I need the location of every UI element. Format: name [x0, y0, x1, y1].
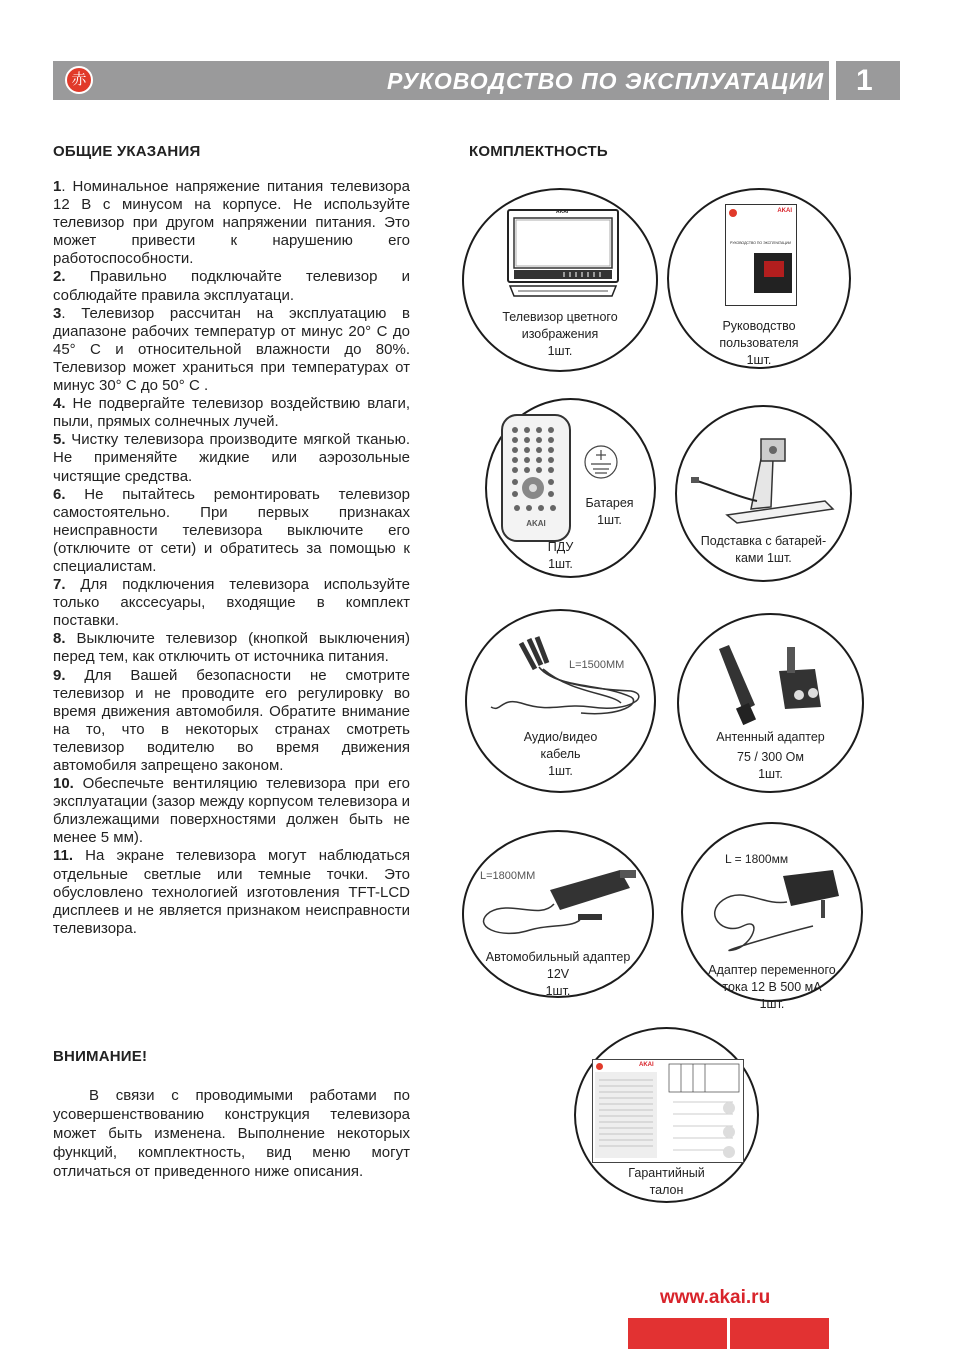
kit-item-av-cable	[465, 609, 656, 793]
kit-caption: Гарантийный талон	[628, 1166, 705, 1197]
kit-item-warranty	[574, 1027, 759, 1203]
page-title: РУКОВОДСТВО ПО ЭКСПЛУАТАЦИИ	[386, 68, 824, 94]
kit-heading: КОМПЛЕКТНОСТЬ	[469, 143, 608, 160]
kit-item-tv	[462, 188, 658, 372]
manual-booklet-icon: AKAI РУКОВОДСТВО ПО ЭКСПЛУАТАЦИИ	[725, 204, 797, 306]
instruction-item: 6. Не пытайтесь ремонтировать телевизор самостоятельно. При первых признаках неисправности телевизора выключите его (отключите от сети) и обратитесь за помощью к специалистам.	[53, 485, 410, 575]
remote-control-icon: AKAI	[501, 414, 571, 542]
general-heading: ОБЩИЕ УКАЗАНИЯ	[53, 143, 201, 160]
kit-item-antenna-adapter	[677, 613, 864, 793]
instruction-item: 7. Для подключения телевизора используйте только акссесуары, входящие в комплект поставки.	[53, 576, 410, 630]
kit-item-remote	[485, 398, 656, 578]
av-cable-length: L=1500MM	[569, 659, 625, 671]
battery-caption: Батарея 1шт.	[585, 496, 634, 527]
kit-caption: Подставка с батарей- ками 1шт.	[700, 534, 827, 565]
instruction-item: 3. Телевизор рассчитан на эксплуатацию в диапазоне рабочих температур от минус 20° С до 45° С и относительной влажности до 80%. Телевизор может храниться при температурах от минус 30° С до 50° С .	[53, 304, 410, 395]
kit-item-stand	[675, 405, 852, 582]
tv-brand: AKAI	[556, 209, 569, 215]
ac-adapter-length: L = 1800мм	[725, 852, 789, 866]
tv-icon	[504, 206, 622, 304]
av-cable-icon	[481, 633, 651, 733]
instruction-item: 10. Обеспечьте вентиляцию телевизора при его эксплуатации (зазор между корпусом телевизора и близлежащими поверхностями должен быть не менее 5 мм).	[53, 775, 410, 847]
car-adapter-length: L=1800MM	[480, 870, 536, 882]
instruction-item: 1. Номинальное напряжение питания телевизора 12 В с минусом на корпусе. Не используйте телевизор при другом напряжении питания. Это может привести к нарушению его работоспособности.	[53, 178, 410, 268]
kit-item-car-adapter	[462, 830, 654, 998]
ac-adapter-icon	[693, 866, 853, 956]
website-link[interactable]: www.akai.ru	[660, 1287, 771, 1308]
kit-caption: Аудио/видео кабель 1шт.	[523, 730, 598, 778]
page-number: 1	[836, 61, 900, 100]
general-instructions	[53, 178, 410, 938]
kit-caption: Автомобильный адаптер 12V 1шт.	[485, 950, 631, 998]
footer-bar-left	[628, 1318, 727, 1349]
instruction-item: 9. Для Вашей безопасности не смотрите телевизор и не проводите его регулировку во время движения автомобиля. Обратите внимание на то, что в некоторых странах смотреть телевизор водителю во время движения автомобиля запрещено законом.	[53, 666, 410, 774]
warning-text: В связи с проводимыми работами по усовершенствованию конструкция телевизора может быть изменена. Выполнение некоторых функций, комплектность, вид меню могут отличаться от приведенного ниже описания.	[53, 1087, 410, 1180]
warranty-card-icon: AKAI	[592, 1059, 744, 1163]
warning-heading: ВНИМАНИЕ!	[53, 1048, 148, 1065]
instruction-item: 8. Выключите телевизор (кнопкой выключения) перед тем, как отключить от источника питания.	[53, 630, 410, 666]
stand-icon	[687, 421, 837, 521]
instruction-item: 11. На экране телевизора могут наблюдаться отдельные светлые или темные точки. Это обусловлено технологией изготовления TFT-LCD дисплеев и не является признаком неисправности телевизора.	[53, 847, 410, 937]
battery-icon	[583, 444, 619, 480]
instruction-item: 2. Правильно подключайте телевизор и соблюдайте правила эксплуатаци.	[53, 268, 410, 304]
kit-caption: ПДУ 1шт.	[547, 540, 574, 571]
antenna-adapter-icon	[699, 635, 849, 735]
kit-caption: Телевизор цветного изображения 1шт.	[502, 310, 618, 358]
kit-caption: Руководство пользователя 1шт.	[719, 319, 799, 367]
instruction-item: 5. Чистку телевизора производите мягкой тканью. Не применяйте жидкие или аэрозольные чистящие средства.	[53, 431, 410, 485]
kit-caption: Адаптер переменного тока 12 В 500 мА 1шт.	[708, 963, 836, 1011]
footer-bar-right	[730, 1318, 829, 1349]
kit-caption: Антенный адаптер 75 / 300 Ом 1шт.	[716, 730, 825, 781]
instruction-item: 4. Не подвергайте телевизор воздействию влаги, пыли, прямых солнечных лучей.	[53, 395, 410, 431]
kit-item-ac-adapter	[681, 822, 863, 1011]
akai-logo-icon: 赤	[65, 66, 93, 94]
kit-item-manual	[667, 188, 851, 369]
